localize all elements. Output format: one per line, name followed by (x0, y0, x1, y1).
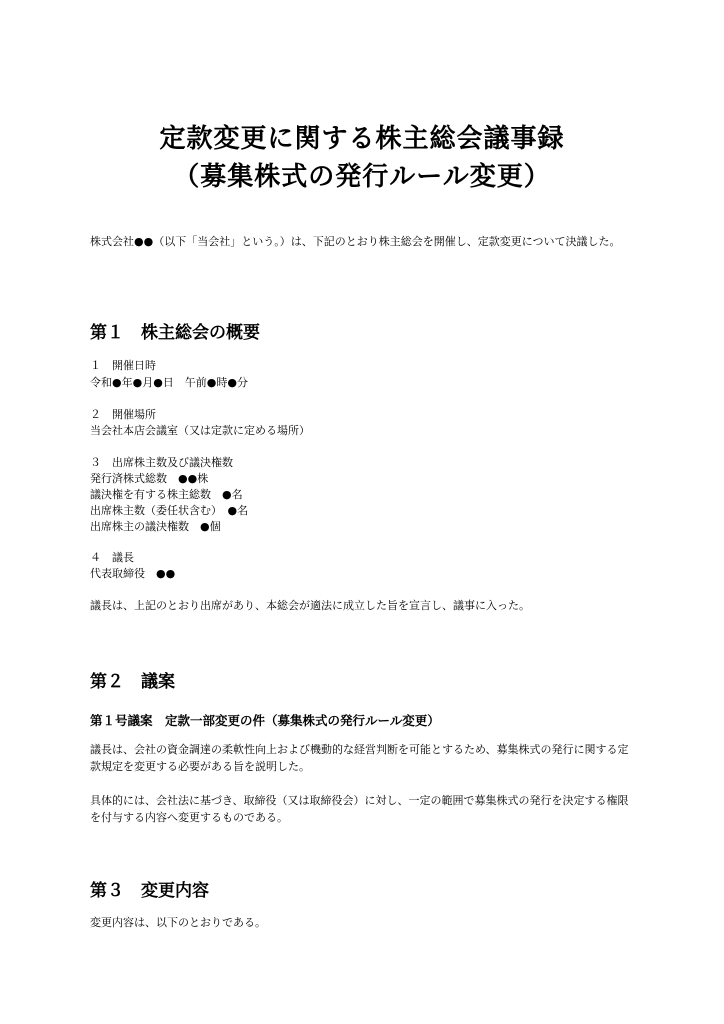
section2-paragraph2: 具体的には、会社法に基づき、取締役（又は取締役会）に対し、一定の範囲で募集株式の発行を決定する権限を付与する内容へ変更するものである。 (90, 794, 629, 824)
section1-heading: 第１ 株主総会の概要 (90, 323, 260, 343)
item1-value: 令和●年●月●日 午前●時●分 (90, 376, 248, 389)
item3-line: 出席株主数（委任状含む） ●名 (90, 504, 249, 517)
section1-closing: 議長は、上記のとおり出席があり、本総会が適法に成立した旨を宣言し、議事に入った。 (90, 599, 530, 612)
intro-paragraph: 株式会社●●（以下「当会社」という。）は、下記のとおり株主総会を開催し、定款変更について決議した。 (90, 235, 621, 248)
section2-heading: 第２ 議案 (90, 672, 175, 692)
item3-heading: ３ 出席株主数及び議決権数 (90, 456, 233, 469)
item2-value: 当会社本店会議室（又は定款に定める場所） (90, 424, 310, 437)
item3-line: 議決権を有する株主総数 ●名 (90, 488, 243, 501)
item3-line: 発行済株式総数 ●●株 (90, 472, 209, 485)
document-title-line1: 定款変更に関する株主総会議事録 (159, 124, 565, 154)
section3-paragraph1: 変更内容は、以下のとおりである。 (90, 916, 266, 929)
item4-value: 代表取締役 ●● (90, 567, 176, 580)
section2-paragraph1: 議長は、会社の資金調達の柔軟性向上および機動的な経営判断を可能とするため、募集株式の発行に関する定款規定を変更する必要がある旨を説明した。 (90, 743, 629, 773)
section3-heading: 第３ 変更内容 (90, 881, 209, 901)
item4-heading: ４ 議長 (90, 551, 134, 564)
document-title-line2: （募集株式の発行ルール変更） (173, 162, 551, 192)
item2-heading: ２ 開催場所 (90, 408, 156, 421)
item3-line: 出席株主の議決権数 ●個 (90, 520, 221, 533)
agenda-heading: 第１号議案 定款一部変更の件（募集株式の発行ルール変更） (90, 713, 440, 728)
item1-heading: １ 開催日時 (90, 359, 156, 372)
